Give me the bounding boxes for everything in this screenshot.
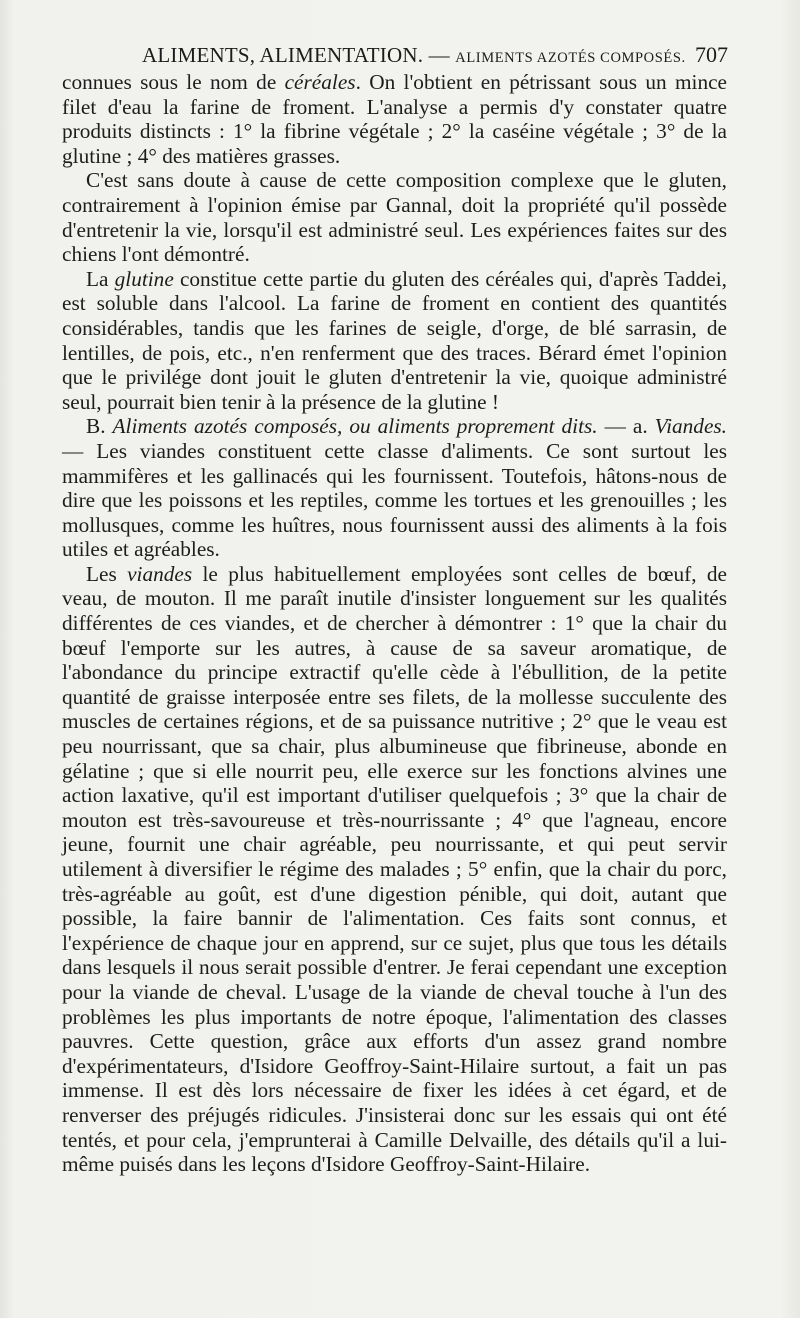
italic-term: céréales (284, 70, 356, 94)
paragraph-2 (62, 168, 727, 266)
italic-term: viandes (127, 561, 193, 586)
header-dash: — (428, 43, 450, 67)
subsection-heading: Viandes. (654, 414, 728, 439)
body-text (62, 70, 727, 1177)
text-run: B. (86, 414, 113, 439)
page-header (60, 40, 728, 70)
running-subtitle: ALIMENTS AZOTÉS COMPOSÉS. (455, 50, 686, 66)
text-run: Les (86, 561, 128, 586)
running-title-main: ALIMENTS, ALIMENTATION. (142, 43, 424, 67)
text-run: La (86, 266, 115, 291)
text-run: C'est sans doute à cause de cette composition complexe que le gluten, contrairement à l'opinion émise par Gannal, doit la propriété qu'il possède d'entretenir la vie, lorsqu'il est administré seul. Les expériences faites sur des chiens l'ont démontré. (62, 168, 727, 267)
text-run: le plus habituellement employées sont celles de bœuf, de veau, de mouton. Il me paraît inutile d'insister longuement sur les qualités différentes de ces viandes, et de chercher à démontrer : 1° que la chair du bœuf l'emporte sur les autres, à cause de sa saveur aromatique, de l'abondance du principe extractif qu'elle cède à l'ébullition, de la petite quantité de graisse interposée entre ses filets, de la mollesse succulente des muscles de certaines régions, et de sa puissance nutritive ; 2° que le veau est peu nourrissant, que sa chair, plus albumineuse que fibrineuse, abonde en gélatine ; que si elle nourrit peu, elle exerce sur les fonctions alvines une action laxative, qu'il est important d'utiliser quelquefois ; 3° que la chair de mouton est très-savoureuse et très-nourrissante ; 4° que l'agneau, encore jeune, fournit une chair agréable, peu nourrissante, et qui peut servir utilement à diversifier le régime des malades ; 5° enfin, que la chair du porc, très-agréable au goût, est d'une digestion pénible, qui doit, autant que possible, la faire bannir de l'alimentation. Ces faits sont connus, et l'expérience de chaque jour en apprend, sur ce sujet, plus que tous les détails dans lesquels il nous serait possible d'entrer. Je ferai cependant une exception pour la viande de cheval. L'usage de la viande de cheval touche à l'un des problèmes les plus importants de notre époque, l'alimentation des classes pauvres. Cette question, grâce aux efforts d'un assez grand nombre d'expérimentateurs, d'Isidore Geoffroy-Saint-Hilaire surtout, a fait un pas immense. Il est dès lors nécessaire de fixer les idées à cet égard, et de renverser des préjugés ridicules. J'insisterai donc sur les essais qui ont été tentés, et pour cela, j'emprunterai à Camille Delvaille, des détails qu'il a lui-même puisés dans les leçons d'Isidore Geoffroy-Saint-Hilaire. (62, 561, 727, 1177)
page-number: 707 (695, 42, 728, 67)
text-run: constitue cette partie du gluten des céréales qui, d'après Taddei, est soluble dans l'alcool. La farine de froment en contient des quantités considérables, tandis que les farines de seigle, d'orge, de blé sarrasin, de lentilles, de pois, etc., n'en renferment que des traces. Bérard émet l'opinion que le privilége dont jouit le gluten d'entretenir la vie, quoique administré seul, pourrait bien tenir à la présence de la glutine ! (62, 266, 727, 414)
section-heading: Aliments azotés composés, ou aliments proprement dits. (112, 414, 598, 439)
paragraph-5 (62, 562, 727, 1177)
paragraph-4 (62, 414, 727, 562)
text-run: connues sous le nom de (62, 70, 285, 94)
paragraph-1 (62, 70, 727, 168)
text-run: — a. (597, 414, 655, 439)
italic-term: glutine (114, 266, 174, 291)
paragraph-3 (62, 267, 727, 415)
text-run: . On l'obtient en pétrissant sous un mince filet d'eau la farine de froment. L'analyse a permis d'y constater quatre produits distincts : 1° la fibrine végétale ; 2° la caséine végétale ; 3° de la glutine ; 4° des matières grasses. (62, 70, 727, 168)
text-run: — Les viandes constituent cette classe d'aliments. Ce sont surtout les mammifères et les gallinacés qui les fournissent. Toutefois, hâtons-nous de dire que les poissons et les reptiles, comme les tortues et les grenouilles ; les mollusques, comme les huîtres, nous fournissent aussi des aliments à la fois utiles et agréables. (62, 438, 727, 562)
running-title (142, 40, 686, 73)
